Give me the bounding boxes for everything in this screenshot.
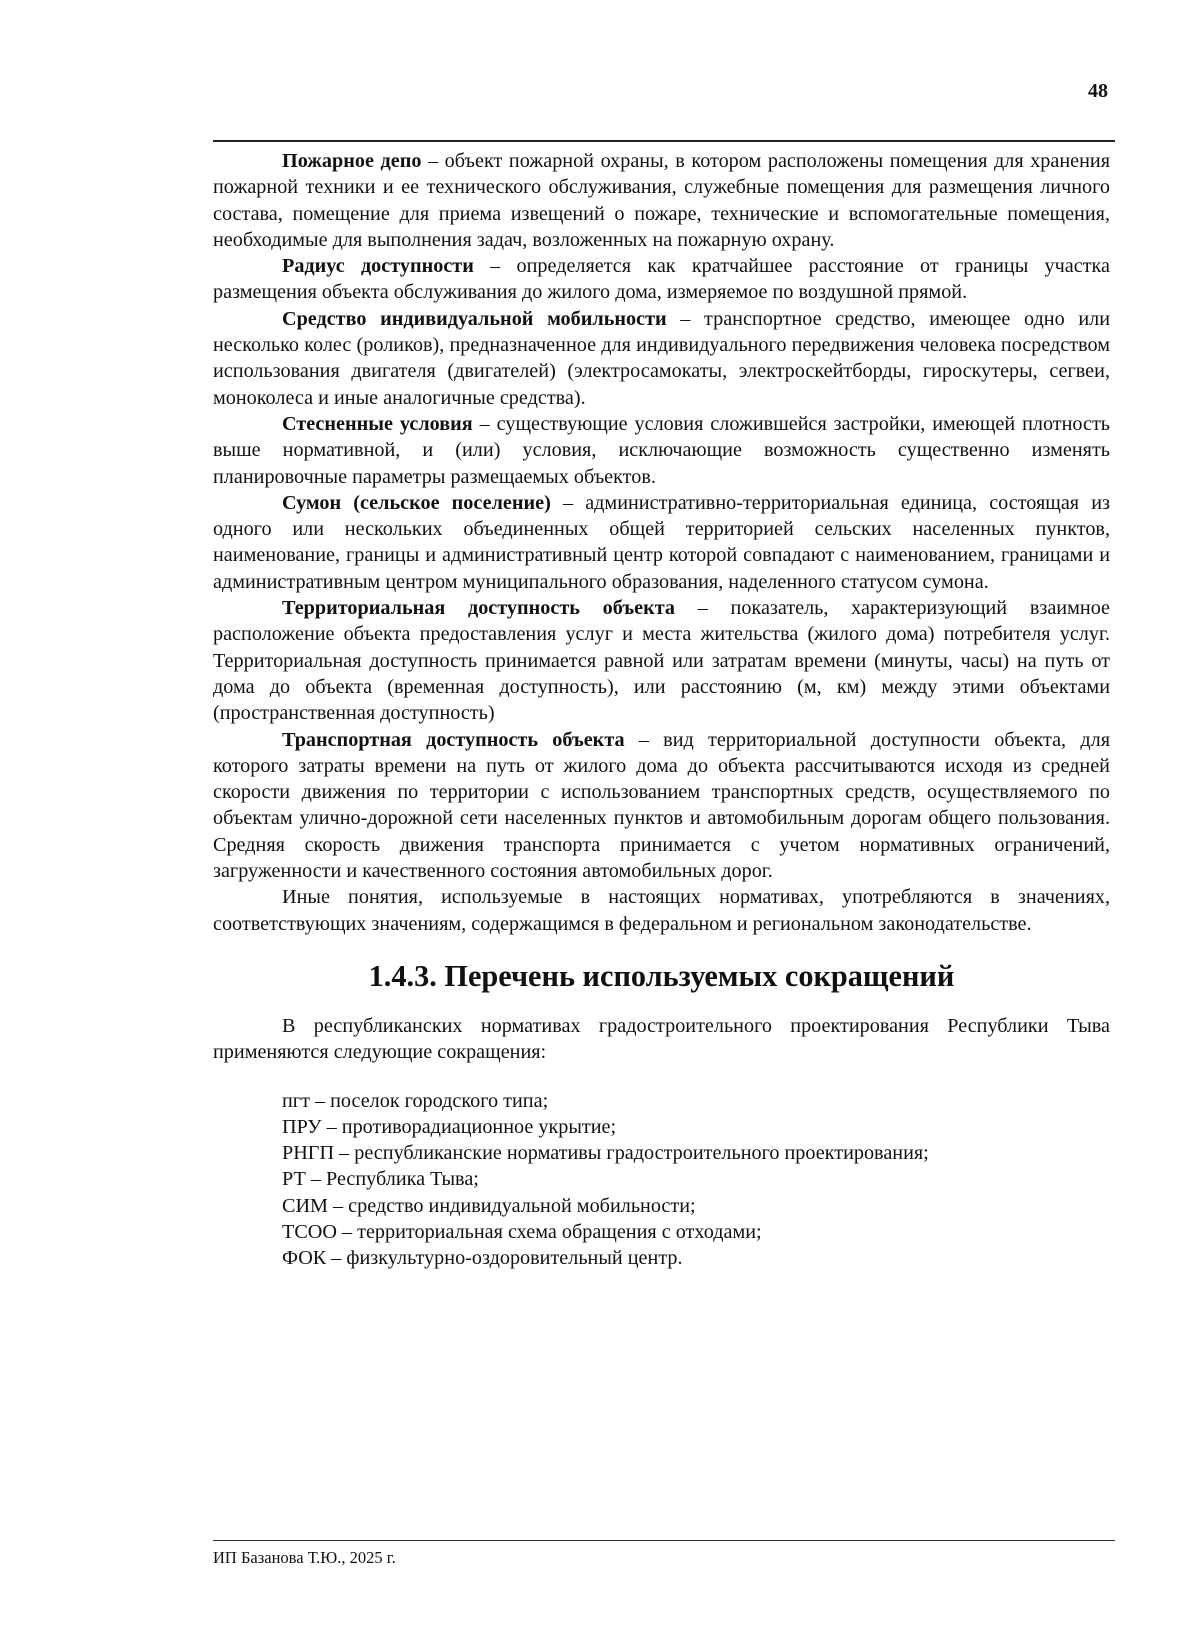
header-rule [213, 140, 1115, 142]
definition-text: – вид территориальной доступности объекта, для которого затраты времени на путь от жилого дома до объекта рассчитываются исходя из средней скорости движения по территории с использованием транспортных средств, осуществляемого по объектам улично-дорожной сети населенных пунктов и автомобильным дорогам общего пользования. Средняя скорость движения транспорта принимается с учетом нормативных ограничений, загруженности и качественного состояния автомобильных дорог. [213, 728, 1110, 883]
definition-paragraph [213, 595, 1110, 726]
section-intro: В республиканских нормативах градостроительного проектирования Республики Тыва применяются следующие сокращения: [213, 1014, 1110, 1064]
definition-term: Сумон (сельское поселение) [282, 491, 551, 514]
definition-paragraph [213, 253, 1110, 306]
abbreviation-item: ПРУ – противорадиационное укрытие; [282, 1115, 617, 1138]
footer-rule [213, 1540, 1115, 1541]
footer-text: ИП Базанова Т.Ю., 2025 г. [213, 1548, 396, 1567]
definition-paragraph [213, 306, 1110, 411]
abbreviation-item: РНГП – республиканские нормативы градостроительного проектирования; [282, 1142, 929, 1165]
abbreviation-item: РТ – Республика Тыва; [282, 1168, 479, 1191]
abbreviation-item: СИМ – средство индивидуальной мобильности; [282, 1194, 696, 1217]
definition-text: – транспортное средство, имеющее одно или несколько колес (роликов), предназначенное для индивидуального передвижения человека посредством использования двигателя (двигателей) (электросамокаты, электроскейтборды, гироскутеры, сегвеи, моноколеса и иные аналогичные средства). [213, 307, 1110, 409]
definition-paragraph [213, 148, 1110, 253]
section-heading: 1.4.3. Перечень используемых сокращений [368, 958, 955, 993]
abbreviation-item: ФОК – физкультурно-оздоровительный центр. [282, 1247, 683, 1270]
definition-paragraph [213, 490, 1110, 595]
definition-term: Стесненные условия [282, 412, 473, 435]
definition-term: Радиус доступности [282, 255, 474, 278]
definition-text: – показатель, характеризующий взаимное расположение объекта предоставления услуг и места жительства (жилого дома) потребителя услуг. Территориальная доступность принимается равной или затратам времени (минуты, часы) на путь от дома до объекта (временная доступность), или расстоянию (м, км) между этими объектами (пространственная доступность) [213, 597, 1110, 725]
page-number: 48 [1088, 80, 1108, 102]
definition-term: Пожарное депо [282, 150, 422, 172]
definition-term: Средство индивидуальной мобильности [282, 307, 667, 330]
definition-text: – административно-территориальная единица, состоящая из одного или нескольких объединенных общей территорией сельских населенных пунктов, наименование, границы и административный центр которой совпадают с наименованием, границами и административным центром муниципального образования, наделенного статусом сумона. [213, 491, 1110, 593]
definition-paragraph [213, 411, 1110, 490]
definition-text: – объект пожарной охраны, в котором расположены помещения для хранения пожарной техники и ее технического обслуживания, служебные помещения для размещения личного состава, помещение для приема извещений о пожаре, технические и вспомогательные помещения, необходимые для выполнения задач, возложенных на пожарную охрану. [213, 150, 1110, 251]
definition-text: – определяется как кратчайшее расстояние от границы участка размещения объекта обслуживания до жилого дома, измеряемое по воздушной прямой. [213, 255, 1110, 304]
other-terms-paragraph: Иные понятия, используемые в настоящих нормативах, употребляются в значениях, соответствующих значениям, содержащимся в федеральном и региональном законодательстве. [213, 886, 1110, 935]
abbreviation-item: ТСОО – территориальная схема обращения с отходами; [282, 1220, 762, 1243]
document-body [213, 148, 1110, 1272]
definition-paragraph [213, 727, 1110, 885]
abbreviation-list [213, 1088, 1110, 1272]
abbreviation-item: пгт – поселок городского типа; [282, 1089, 549, 1112]
definition-text: – существующие условия сложившейся застройки, имеющей плотность выше нормативной, и (или) условия, исключающие возможность существенно изменять планировочные параметры размещаемых объектов. [213, 412, 1110, 488]
definition-term: Территориальная доступность объекта [282, 597, 675, 620]
definition-term: Транспортная доступность объекта [282, 728, 625, 751]
